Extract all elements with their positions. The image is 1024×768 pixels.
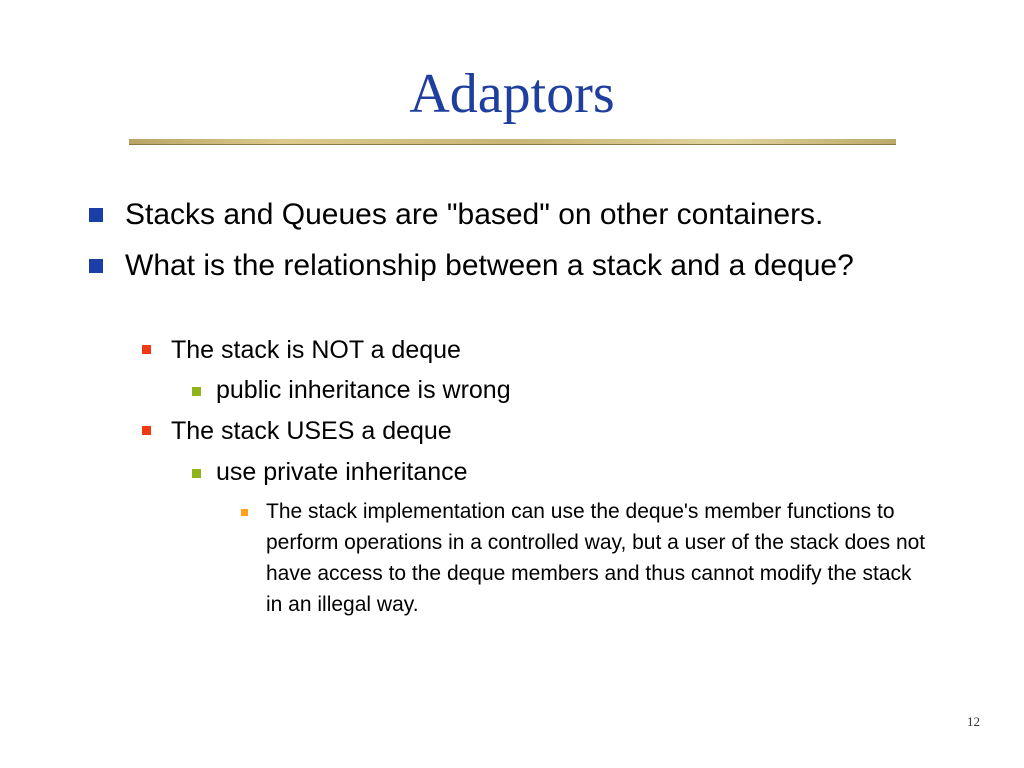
bullet-text: The stack USES a deque: [171, 417, 452, 445]
square-bullet-icon: [192, 469, 201, 478]
square-bullet-icon: [142, 345, 151, 354]
square-bullet-icon: [241, 509, 248, 516]
bullet-item: [125, 247, 870, 284]
square-bullet-icon: [89, 259, 103, 273]
bullet-text: The stack is NOT a deque: [171, 336, 461, 364]
square-bullet-icon: [89, 208, 103, 222]
bullet-text: use private inheritance: [216, 458, 468, 486]
page-number: 12: [967, 714, 980, 729]
slide-title: Adaptors: [409, 63, 615, 125]
bullet-text: What is the relationship between a stack and a deque?: [125, 249, 854, 282]
bullet-item: [216, 374, 896, 406]
bullet-text: The stack implementation can use the deque's member functions to perform operations in a controlled way, but a user of the stack does not have access to the deque members and thus cannot modify the stack in an illegal way.: [266, 500, 926, 616]
bullet-item: [171, 334, 871, 366]
square-bullet-icon: [192, 387, 201, 396]
bullet-item: [216, 456, 896, 488]
bullet-item: [125, 196, 925, 233]
bullet-text: Stacks and Queues are "based" on other containers.: [125, 198, 824, 231]
bullet-item: [171, 415, 871, 447]
bullet-text: public inheritance is wrong: [216, 376, 511, 404]
bullet-item: [266, 496, 926, 620]
square-bullet-icon: [142, 426, 151, 435]
